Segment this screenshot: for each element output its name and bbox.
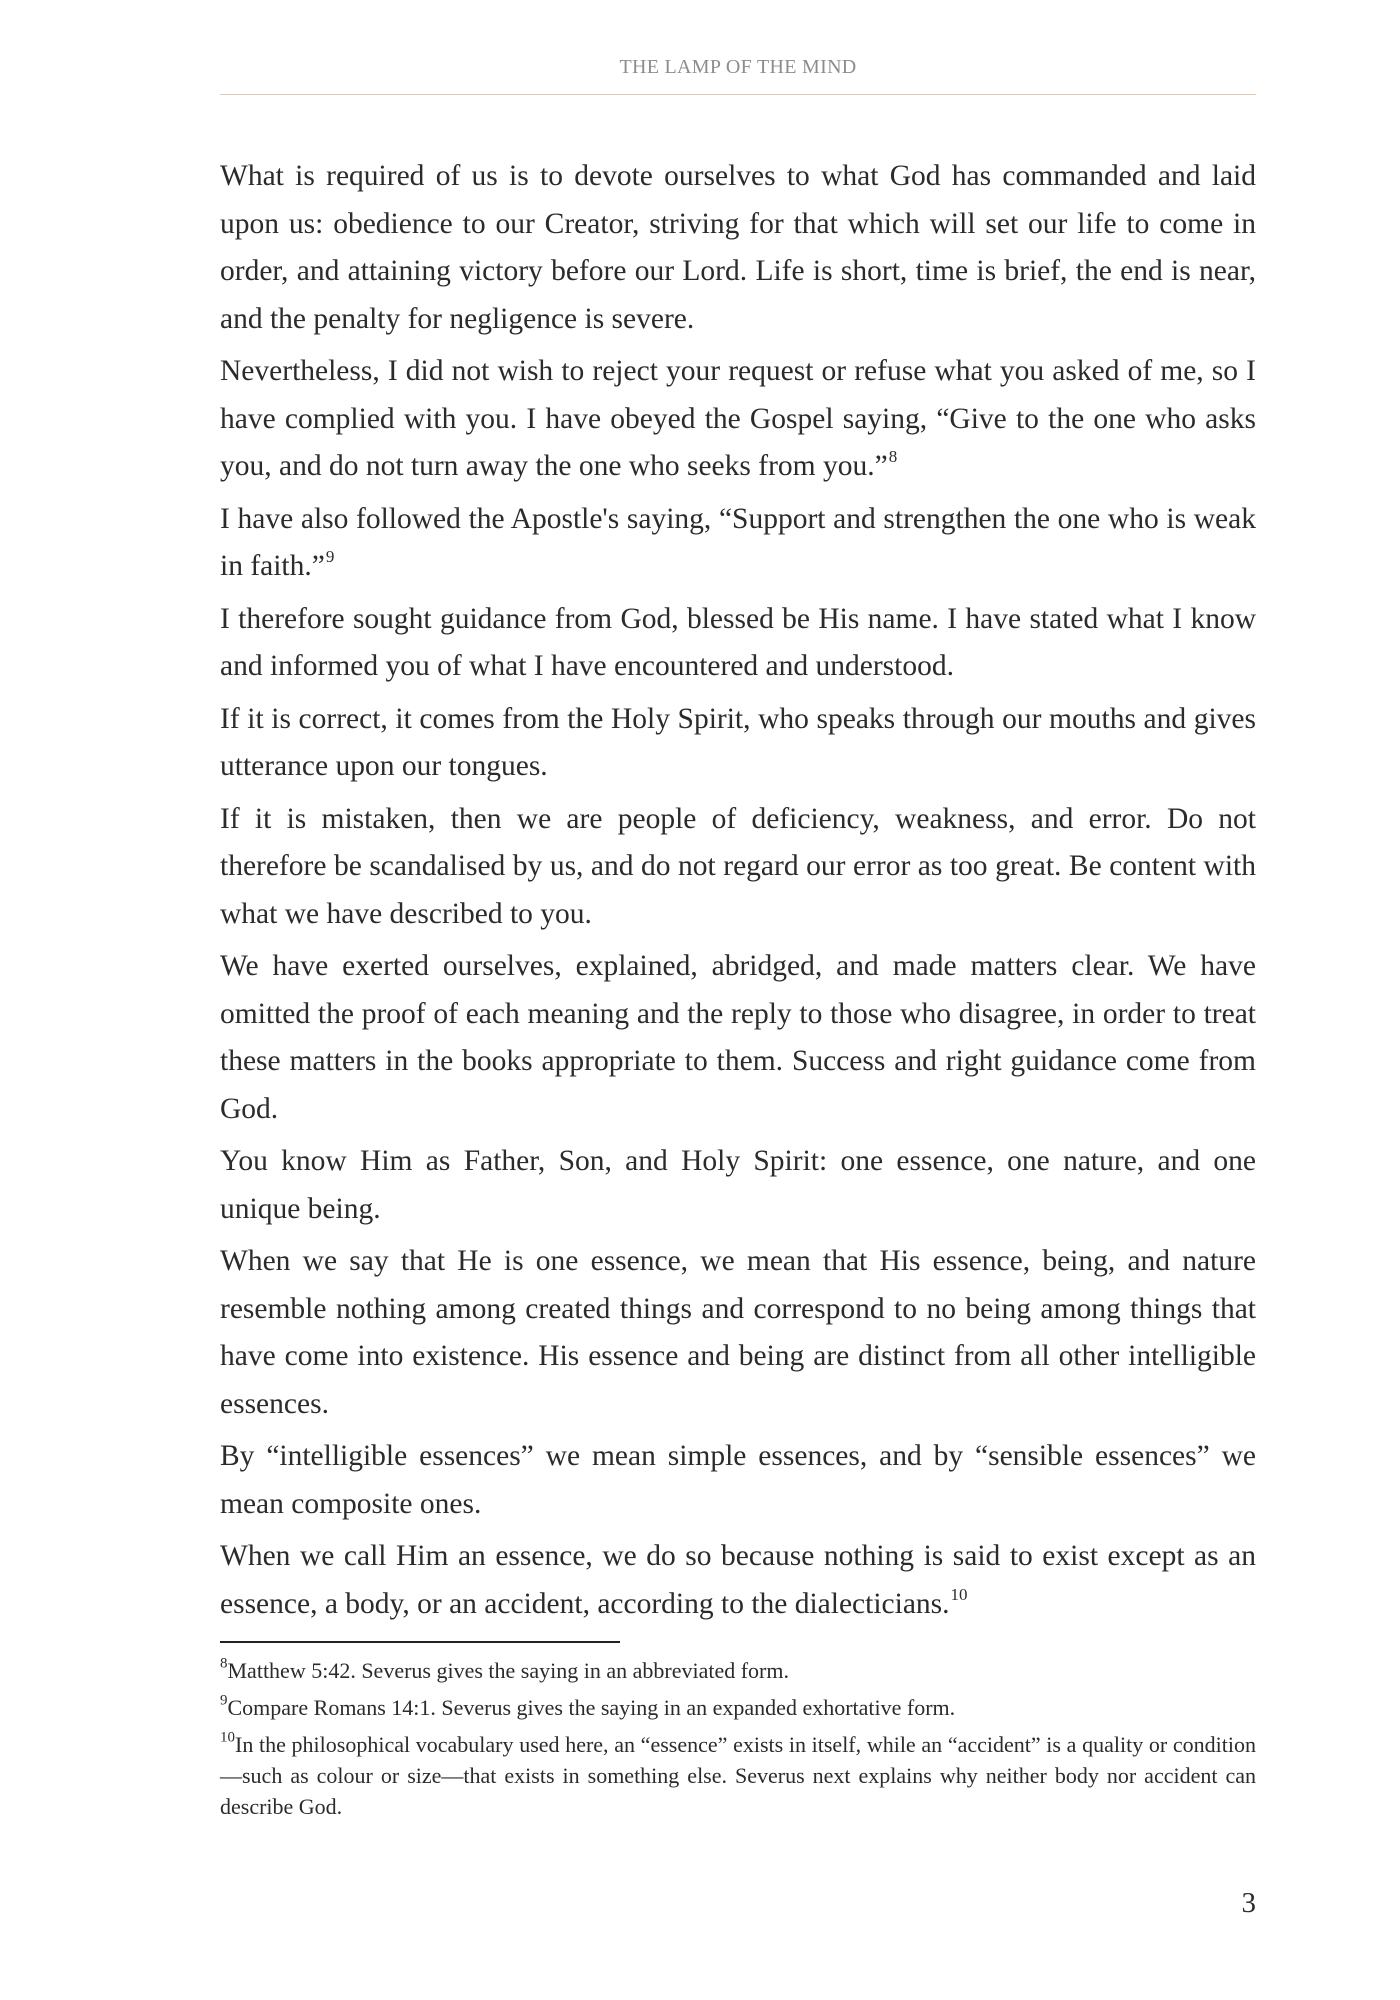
- paragraph-text: If it is mistaken, then we are people of deficiency, weakness, and error. Do not therefore be scandalised by us, and do not regard our error as too great. Be content with what we have described to you.: [220, 802, 1256, 930]
- paragraph: [220, 1433, 1256, 1528]
- footnote-ref[interactable]: 10: [950, 1584, 968, 1604]
- page-number: 3: [1241, 1887, 1256, 1919]
- header-rule: [220, 94, 1256, 95]
- paragraph-text: When we call Him an essence, we do so because nothing is said to exist except as an essence, a body, or an accident, according to the dialecticians.: [220, 1540, 1256, 1620]
- body-text: [220, 153, 1256, 1633]
- paragraph: [220, 496, 1256, 591]
- paragraph-text: We have exerted ourselves, explained, abridged, and made matters clear. We have omitted the proof of each meaning and the reply to those who disagree, in order to treat these matters in the books appropriate to them. Success and right guidance come from God.: [220, 950, 1256, 1125]
- footnote-ref[interactable]: 8: [888, 447, 898, 467]
- paragraph: [220, 696, 1256, 791]
- paragraph-text: By “intelligible essences” we mean simple essences, and by “sensible essences” we mean composite ones.: [220, 1440, 1256, 1520]
- paragraph: [220, 1138, 1256, 1233]
- footnote: [220, 1692, 1256, 1723]
- paragraph: [220, 1533, 1256, 1628]
- paragraph-text: If it is correct, it comes from the Holy Spirit, who speaks through our mouths and gives utterance upon our tongues.: [220, 702, 1256, 782]
- paragraph: [220, 596, 1256, 691]
- running-head: THE LAMP OF THE MIND: [619, 56, 857, 78]
- footnote-text: Matthew 5:42. Severus gives the saying in an abbreviated form.: [227, 1658, 789, 1683]
- paragraph: [220, 796, 1256, 939]
- paragraph-text: When we say that He is one essence, we mean that His essence, being, and nature resemble nothing among created things and correspond to no being among things that have come into existence. His essence and being are distinct from all other intelligible essences.: [220, 1245, 1256, 1420]
- footnote-text: Compare Romans 14:1. Severus gives the saying in an expanded exhortative form.: [227, 1695, 956, 1720]
- paragraph-text: I therefore sought guidance from God, blessed be His name. I have stated what I know and informed you of what I have encountered and understood.: [220, 602, 1256, 682]
- footnote-number: 9: [220, 1692, 228, 1709]
- paragraph-text: What is required of us is to devote ourselves to what God has commanded and laid upon us: obedience to our Creator, striving for that which will set our life to come in order, and attaining victory before our Lord. Life is short, time is brief, the end is near, and the penalty for negligence is severe.: [220, 160, 1256, 335]
- footnote-rule: [220, 1641, 620, 1643]
- footnote-number: 8: [220, 1655, 228, 1672]
- paragraph: [220, 153, 1256, 343]
- footnote-number: 10: [220, 1729, 235, 1746]
- footnote-ref[interactable]: 9: [325, 547, 335, 567]
- footnote: [220, 1729, 1256, 1822]
- paragraph: [220, 348, 1256, 491]
- paragraph: [220, 1238, 1256, 1428]
- footnote: [220, 1655, 1256, 1686]
- paragraph-text: I have also followed the Apostle's saying, “Support and strengthen the one who is weak in faith.”: [220, 502, 1256, 582]
- footnotes: [220, 1655, 1256, 1828]
- paragraph-text: You know Him as Father, Son, and Holy Spirit: one essence, one nature, and one unique being.: [220, 1145, 1256, 1225]
- footnote-text: In the philosophical vocabulary used here, an “essence” exists in itself, while an “accident” is a quality or condition—such as colour or size—that exists in something else. Severus next explains why neither body nor accident can describe God.: [220, 1732, 1256, 1819]
- paragraph: [220, 943, 1256, 1133]
- paragraph-text: Nevertheless, I did not wish to reject your request or refuse what you asked of me, so I have complied with you. I have obeyed the Gospel saying, “Give to the one who asks you, and do not turn away the one who seeks from you.”: [220, 355, 1256, 482]
